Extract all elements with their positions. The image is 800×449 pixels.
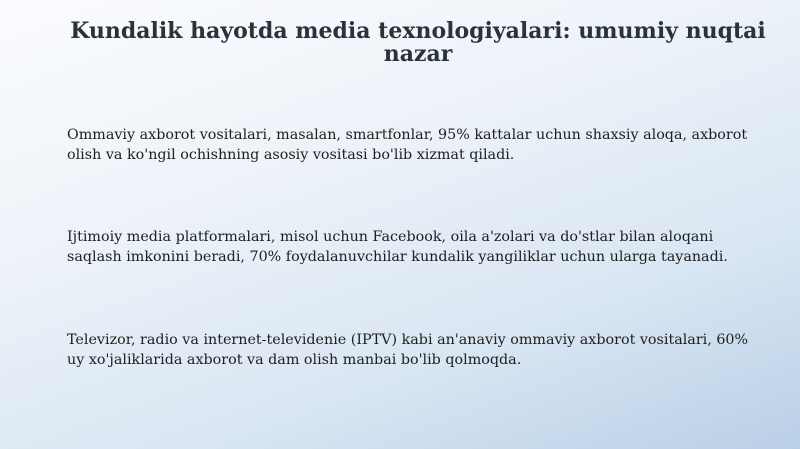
slide-title: Kundalik hayotda media texnologiyalari: umumiy nuqtai nazar (70, 18, 766, 67)
paragraph-traditional-media: Televizor, radio va internet-televidenie (IPTV) kabi an'anaviy ommaviy axborot vositalari, 60% uy xo'jaliklarida axborot va dam olish manbai bo'lib qolmoqda. (67, 332, 749, 368)
paragraph-smartphones: Ommaviy axborot vositalari, masalan, smartfonlar, 95% kattalar uchun shaxsiy aloqa, axborot olish va ko'ngil ochishning asosiy vositasi bo'lib xizmat qiladi. (67, 127, 748, 163)
paragraph-social-media: Ijtimoiy media platformalari, misol uchun Facebook, oila a'zolari va do'stlar bilan aloqani saqlash imkonini beradi, 70% foydalanuvchilar kundalik yangiliklar uchun ularga tayanadi. (67, 229, 728, 265)
